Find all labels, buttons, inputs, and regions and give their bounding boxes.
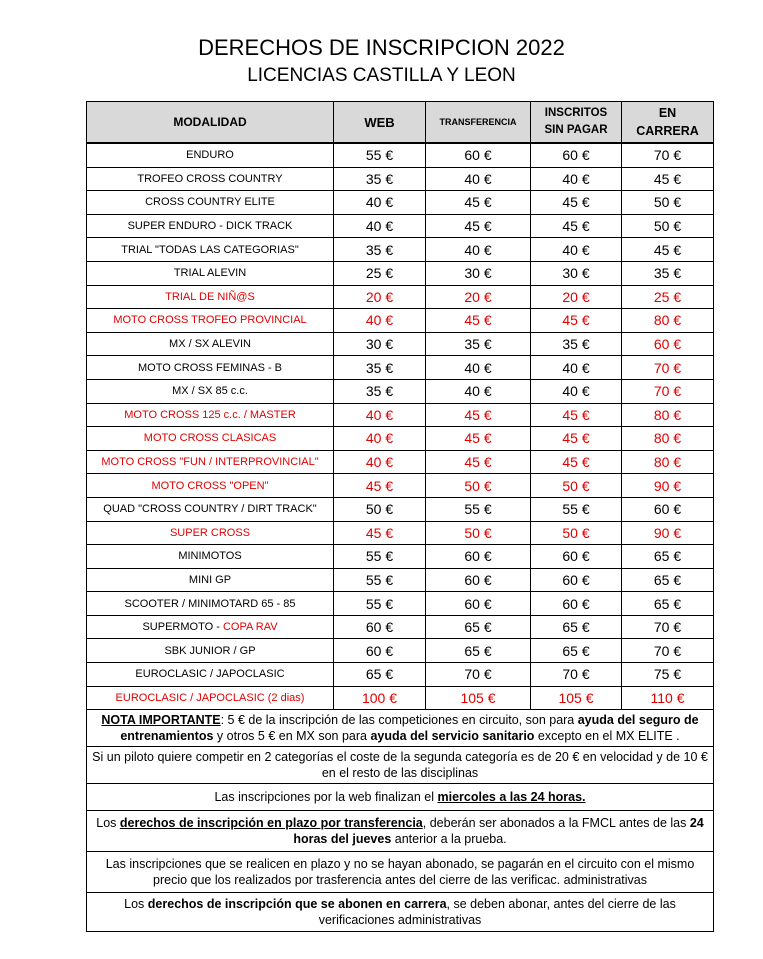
note-row — [87, 784, 714, 811]
col-header-transferencia: TRANSFERENCIA — [426, 102, 531, 144]
col-header-carrera: EN CARRERA — [622, 102, 714, 144]
carrera-cell: 65 € — [622, 592, 714, 616]
modalidad-cell: SBK JUNIOR / GP — [87, 639, 334, 663]
web-cell: 25 € — [334, 261, 426, 285]
table-row — [87, 403, 714, 427]
inscritos-cell: 55 € — [531, 497, 622, 521]
col-header-modalidad: MODALIDAD — [87, 102, 334, 144]
note-second-category: Si un piloto quiere competir en 2 categorías el coste de la segunda categoría es de 20 € en velocidad y de 10 € en el resto de las disciplinas — [87, 747, 714, 784]
transferencia-cell: 35 € — [426, 332, 531, 356]
transferencia-cell: 50 € — [426, 521, 531, 545]
web-cell: 40 € — [334, 309, 426, 333]
note-transfer: Los derechos de inscripción en plazo por transferencia, deberán ser abonados a la FMCL antes de las 24 horas del jueves anterior a la prueba. — [87, 811, 714, 852]
inscritos-cell: 60 € — [531, 143, 622, 167]
web-cell: 45 € — [334, 521, 426, 545]
note-row — [87, 852, 714, 893]
modalidad-cell: MX / SX ALEVIN — [87, 332, 334, 356]
modalidad-cell: SUPERMOTO - COPA RAV — [87, 615, 334, 639]
table-row — [87, 474, 714, 498]
transferencia-cell: 65 € — [426, 639, 531, 663]
web-cell: 40 € — [334, 450, 426, 474]
fees-table — [86, 101, 714, 932]
table-row — [87, 379, 714, 403]
modalidad-cell: MOTO CROSS CLASICAS — [87, 427, 334, 451]
table-row — [87, 261, 714, 285]
modalidad-cell: TRIAL ALEVIN — [87, 261, 334, 285]
inscritos-cell: 70 € — [531, 663, 622, 687]
inscritos-cell: 105 € — [531, 686, 622, 710]
inscritos-cell: 45 € — [531, 450, 622, 474]
web-cell: 55 € — [334, 592, 426, 616]
note-important: NOTA IMPORTANTE: 5 € de la inscripción de las competiciones en circuito, son para ayuda del seguro de entrenamientos y otros 5 € en MX son para ayuda del servicio sanitario excepto en el MX ELITE . — [87, 710, 714, 747]
modalidad-cell: MINI GP — [87, 568, 334, 592]
inscritos-cell: 45 € — [531, 427, 622, 451]
table-row — [87, 568, 714, 592]
transferencia-cell: 55 € — [426, 497, 531, 521]
web-cell: 100 € — [334, 686, 426, 710]
table-row — [87, 356, 714, 380]
carrera-cell: 50 € — [622, 191, 714, 215]
inscritos-cell: 50 € — [531, 521, 622, 545]
modalidad-cell: EUROCLASIC / JAPOCLASIC (2 dias) — [87, 686, 334, 710]
note-row — [87, 710, 714, 747]
inscritos-cell: 65 € — [531, 615, 622, 639]
carrera-cell: 60 € — [622, 332, 714, 356]
inscritos-cell: 30 € — [531, 261, 622, 285]
table-row — [87, 615, 714, 639]
transferencia-cell: 45 € — [426, 450, 531, 474]
inscritos-cell: 60 € — [531, 592, 622, 616]
transferencia-cell: 40 € — [426, 167, 531, 191]
web-cell: 55 € — [334, 545, 426, 569]
table-row — [87, 592, 714, 616]
modalidad-cell: SUPER CROSS — [87, 521, 334, 545]
carrera-cell: 45 € — [622, 167, 714, 191]
transferencia-cell: 60 € — [426, 568, 531, 592]
inscritos-cell: 40 € — [531, 167, 622, 191]
carrera-cell: 110 € — [622, 686, 714, 710]
note-row — [87, 893, 714, 932]
web-cell: 35 € — [334, 238, 426, 262]
inscritos-cell: 20 € — [531, 285, 622, 309]
note-row — [87, 747, 714, 784]
table-row — [87, 191, 714, 215]
transferencia-cell: 70 € — [426, 663, 531, 687]
modalidad-cell: EUROCLASIC / JAPOCLASIC — [87, 663, 334, 687]
transferencia-cell: 65 € — [426, 615, 531, 639]
table-row — [87, 427, 714, 451]
web-cell: 40 € — [334, 191, 426, 215]
inscritos-cell: 40 € — [531, 238, 622, 262]
note-web-deadline: Las inscripciones por la web finalizan el miercoles a las 24 horas. — [87, 784, 714, 811]
web-cell: 60 € — [334, 615, 426, 639]
carrera-cell: 70 € — [622, 143, 714, 167]
table-row — [87, 214, 714, 238]
transferencia-cell: 45 € — [426, 309, 531, 333]
inscritos-cell: 40 € — [531, 356, 622, 380]
carrera-cell: 80 € — [622, 450, 714, 474]
transferencia-cell: 60 € — [426, 592, 531, 616]
page-subtitle: LICENCIAS CASTILLA Y LEON — [247, 65, 516, 86]
note-race-payment: Los derechos de inscripción que se abonen en carrera, se deben abonar, antes del cierre de las verificaciones administrativas — [87, 893, 714, 932]
note-row — [87, 811, 714, 852]
web-cell: 50 € — [334, 497, 426, 521]
carrera-cell: 80 € — [622, 309, 714, 333]
modalidad-cell: CROSS COUNTRY ELITE — [87, 191, 334, 215]
carrera-cell: 75 € — [622, 663, 714, 687]
transferencia-cell: 30 € — [426, 261, 531, 285]
inscritos-cell: 45 € — [531, 309, 622, 333]
carrera-cell: 90 € — [622, 521, 714, 545]
web-cell: 55 € — [334, 568, 426, 592]
table-row — [87, 545, 714, 569]
note-unpaid: Las inscripciones que se realicen en plazo y no se hayan abonado, se pagarán en el circuito con el mismo precio que los realizados por trasferencia antes del cierre de las verificac. administrativas — [87, 852, 714, 893]
inscritos-cell: 35 € — [531, 332, 622, 356]
transferencia-cell: 20 € — [426, 285, 531, 309]
table-row — [87, 686, 714, 710]
web-cell: 55 € — [334, 143, 426, 167]
modalidad-cell: SUPER ENDURO - DICK TRACK — [87, 214, 334, 238]
modalidad-cell: MOTO CROSS "OPEN" — [87, 474, 334, 498]
carrera-cell: 70 € — [622, 615, 714, 639]
modalidad-cell: MINIMOTOS — [87, 545, 334, 569]
table-header-row — [87, 102, 714, 144]
table-row — [87, 285, 714, 309]
table-row — [87, 238, 714, 262]
table-row — [87, 167, 714, 191]
carrera-cell: 70 € — [622, 639, 714, 663]
web-cell: 20 € — [334, 285, 426, 309]
carrera-cell: 50 € — [622, 214, 714, 238]
web-cell: 40 € — [334, 214, 426, 238]
web-cell: 65 € — [334, 663, 426, 687]
table-row — [87, 450, 714, 474]
inscritos-cell: 60 € — [531, 545, 622, 569]
table-row — [87, 309, 714, 333]
modalidad-cell: MOTO CROSS "FUN / INTERPROVINCIAL" — [87, 450, 334, 474]
transferencia-cell: 60 € — [426, 143, 531, 167]
table-row — [87, 143, 714, 167]
carrera-cell: 35 € — [622, 261, 714, 285]
table-row — [87, 332, 714, 356]
modalidad-cell: MOTO CROSS TROFEO PROVINCIAL — [87, 309, 334, 333]
transferencia-cell: 40 € — [426, 356, 531, 380]
modalidad-cell: MX / SX 85 c.c. — [87, 379, 334, 403]
transferencia-cell: 40 € — [426, 379, 531, 403]
transferencia-cell: 105 € — [426, 686, 531, 710]
col-header-inscritos: INSCRITOS SIN PAGAR — [531, 102, 622, 144]
modalidad-cell: TRIAL DE NIÑ@S — [87, 285, 334, 309]
web-cell: 35 € — [334, 167, 426, 191]
web-cell: 30 € — [334, 332, 426, 356]
table-row — [87, 521, 714, 545]
inscritos-cell: 60 € — [531, 568, 622, 592]
transferencia-cell: 50 € — [426, 474, 531, 498]
web-cell: 35 € — [334, 379, 426, 403]
transferencia-cell: 60 € — [426, 545, 531, 569]
carrera-cell: 70 € — [622, 379, 714, 403]
table-row — [87, 639, 714, 663]
inscritos-cell: 50 € — [531, 474, 622, 498]
carrera-cell: 80 € — [622, 403, 714, 427]
transferencia-cell: 45 € — [426, 191, 531, 215]
carrera-cell: 80 € — [622, 427, 714, 451]
transferencia-cell: 45 € — [426, 214, 531, 238]
transferencia-cell: 45 € — [426, 427, 531, 451]
modalidad-cell: MOTO CROSS FEMINAS - B — [87, 356, 334, 380]
page-title: DERECHOS DE INSCRIPCION 2022 — [198, 35, 565, 60]
web-cell: 40 € — [334, 403, 426, 427]
table-row — [87, 497, 714, 521]
modalidad-cell: SCOOTER / MINIMOTARD 65 - 85 — [87, 592, 334, 616]
modalidad-cell: QUAD "CROSS COUNTRY / DIRT TRACK" — [87, 497, 334, 521]
modalidad-cell: TRIAL "TODAS LAS CATEGORIAS" — [87, 238, 334, 262]
modalidad-cell: MOTO CROSS 125 c.c. / MASTER — [87, 403, 334, 427]
carrera-cell: 25 € — [622, 285, 714, 309]
table-row — [87, 663, 714, 687]
carrera-cell: 70 € — [622, 356, 714, 380]
inscritos-cell: 45 € — [531, 191, 622, 215]
carrera-cell: 90 € — [622, 474, 714, 498]
inscritos-cell: 40 € — [531, 379, 622, 403]
modalidad-cell: TROFEO CROSS COUNTRY — [87, 167, 334, 191]
carrera-cell: 65 € — [622, 545, 714, 569]
web-cell: 60 € — [334, 639, 426, 663]
carrera-cell: 65 € — [622, 568, 714, 592]
web-cell: 35 € — [334, 356, 426, 380]
modalidad-cell: ENDURO — [87, 143, 334, 167]
web-cell: 40 € — [334, 427, 426, 451]
carrera-cell: 60 € — [622, 497, 714, 521]
col-header-web: WEB — [334, 102, 426, 144]
web-cell: 45 € — [334, 474, 426, 498]
carrera-cell: 45 € — [622, 238, 714, 262]
transferencia-cell: 40 € — [426, 238, 531, 262]
inscritos-cell: 45 € — [531, 214, 622, 238]
transferencia-cell: 45 € — [426, 403, 531, 427]
inscritos-cell: 45 € — [531, 403, 622, 427]
inscritos-cell: 65 € — [531, 639, 622, 663]
